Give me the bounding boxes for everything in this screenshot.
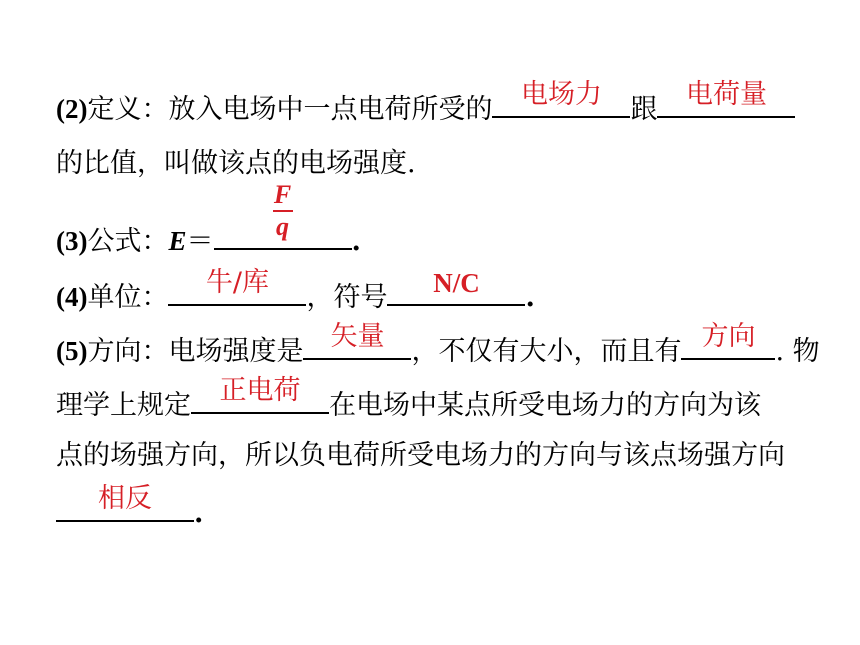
answer-electric-force: 电场力 <box>520 79 602 110</box>
answer-blank-vector <box>303 321 411 360</box>
direction-line-4 <box>56 483 204 532</box>
direction-text-5: 在电场中某点所受电场力的方向为该 <box>329 390 761 421</box>
definition-continuation: 的比值，叫做该点的电场强度. <box>56 148 416 179</box>
item-number: (5) <box>56 336 88 366</box>
item-number: (2) <box>56 94 88 124</box>
direction-text-2: ，不仅有大小，而且有 <box>411 336 682 367</box>
direction-text: 方向：电场强度是 <box>87 336 304 367</box>
fraction-denominator: q <box>276 212 289 241</box>
direction-text-3: . 物 <box>775 336 820 367</box>
formula-variable: E <box>168 226 187 256</box>
answer-positive-charge: 正电荷 <box>219 375 301 406</box>
direction-line-2 <box>56 375 761 424</box>
end-period: . <box>194 498 204 529</box>
formula-label: 公式： <box>87 226 169 257</box>
unit-label: 单位： <box>87 282 169 313</box>
end-period: . <box>525 282 535 313</box>
direction-text-4: 理学上规定 <box>56 390 191 421</box>
answer-blank-unit <box>168 267 306 306</box>
item-number: (4) <box>56 282 88 312</box>
answer-blank-charge <box>657 79 795 118</box>
definition-line-1 <box>56 79 795 128</box>
unit-line <box>56 267 535 316</box>
answer-blank-symbol <box>387 268 525 306</box>
answer-charge-quantity: 电荷量 <box>685 79 767 110</box>
equals-sign: ＝ <box>186 226 214 257</box>
symbol-label: ，符号 <box>306 282 388 313</box>
answer-unit: 牛/库 <box>205 267 270 298</box>
answer-fraction <box>214 182 352 240</box>
direction-line-3 <box>56 438 785 474</box>
answer-opposite: 相反 <box>98 483 152 514</box>
formula-line <box>56 180 361 260</box>
answer-direction: 方向 <box>701 321 756 352</box>
definition-text: 定义：放入电场中一点电荷所受的 <box>87 94 493 125</box>
item-number: (3) <box>56 226 88 256</box>
answer-blank-opposite <box>56 483 194 522</box>
answer-vector: 矢量 <box>330 321 385 352</box>
answer-blank-formula <box>214 180 352 250</box>
answer-symbol: N/C <box>433 268 480 298</box>
connector-text: 跟 <box>630 94 658 125</box>
definition-line-2 <box>56 146 416 182</box>
direction-line-1 <box>56 321 820 370</box>
end-period: . <box>351 226 361 257</box>
direction-text-6: 点的场强方向，所以负电荷所受电场力的方向与该点场强方向 <box>56 440 785 471</box>
answer-blank-direction <box>681 321 775 360</box>
fraction-numerator: F <box>273 180 292 209</box>
answer-blank-force <box>492 79 630 118</box>
answer-blank-positive-charge <box>191 375 329 414</box>
